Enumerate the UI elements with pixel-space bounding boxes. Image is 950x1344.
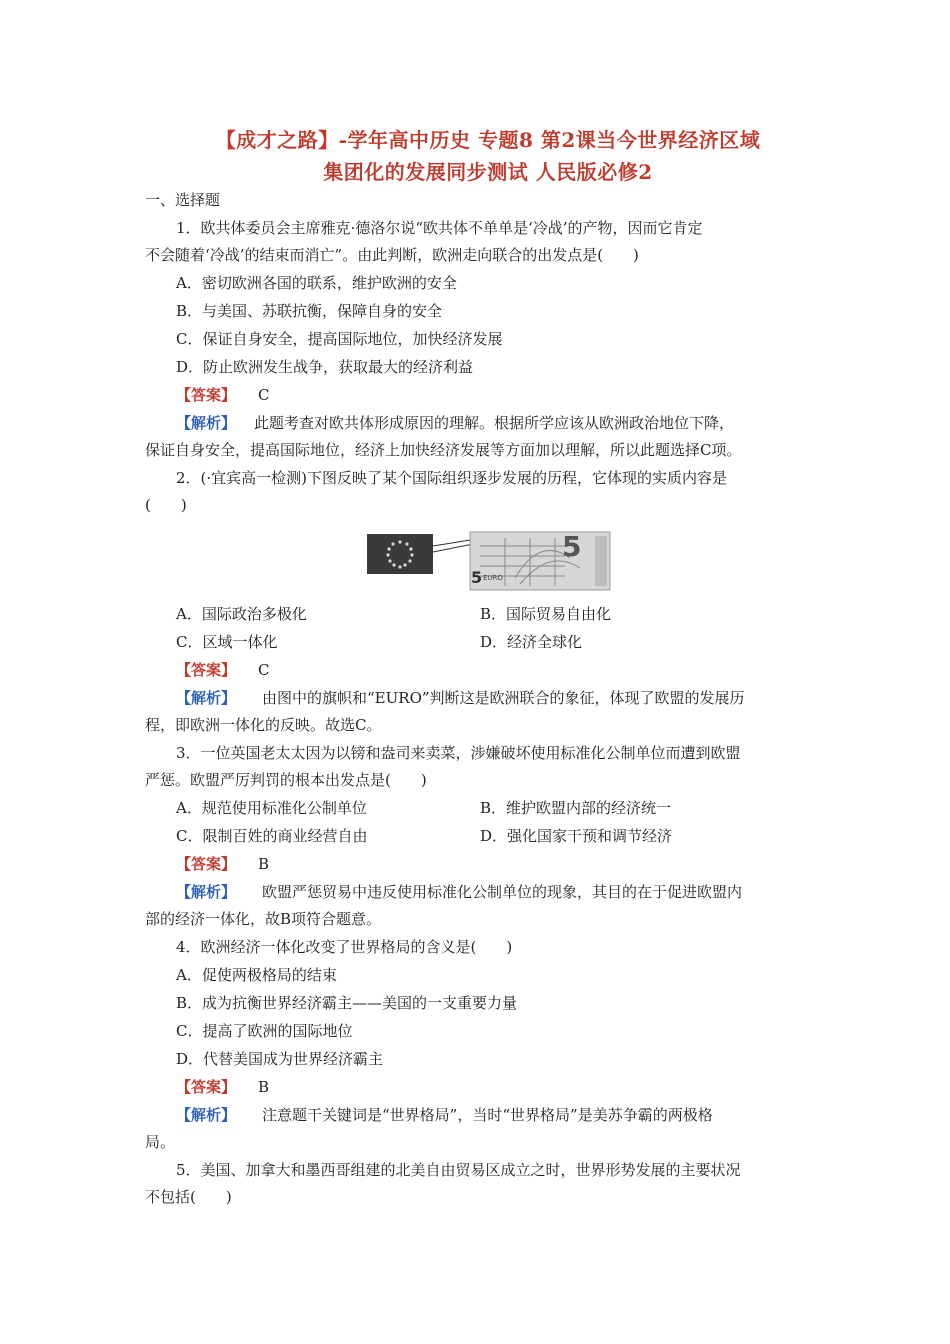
q2-answer-value: C [258,661,270,679]
answer-tag: 【答案】 [176,661,237,679]
q3-explanation-text: 欧盟严惩贸易中违反使用标准化公制单位的现象，其目的在于促进欧盟内 [262,883,743,901]
q4-answer-value: B [258,1078,270,1096]
explain-tag: 【解析】 [176,689,237,707]
q3-stem-line1: 3．一位英国老太太因为以镑和盎司来卖菜，涉嫌破坏使用标准化公制单位而遭到欧盟 [176,744,741,762]
q1-option-b: B．与美国、苏联抗衡，保障自身的安全 [176,302,443,320]
q3-explanation-line2: 部的经济一体化，故B项符合题意。 [145,910,382,928]
answer-tag: 【答案】 [176,386,237,404]
q5-stem-line2: 不包括( ) [145,1188,232,1206]
q2-explanation-line1 [176,688,846,708]
q2-option-c: C．区域一体化 [176,633,278,651]
q2-explanation-line2: 程，即欧洲一体化的反映。故选C。 [145,716,382,734]
explain-tag: 【解析】 [176,414,237,432]
q4-option-c: C．提高了欧洲的国际地位 [176,1022,353,1040]
q3-answer [176,854,846,874]
q3-stem-line2: 严惩。欧盟严厉判罚的根本出发点是( ) [145,771,427,789]
q4-option-b: B．成为抗衡世界经济霸主——美国的一支重要力量 [176,994,518,1012]
q3-answer-value: B [258,855,270,873]
banknote-denomination-large: 5 [562,530,582,563]
answer-tag: 【答案】 [176,1078,237,1096]
q3-option-b: B．维护欧盟内部的经济统一 [480,799,672,817]
q1-explanation-text: 此题考查对欧共体形成原因的理解。根据所学应该从欧洲政治地位下降， [254,414,735,432]
q4-option-d: D．代替美国成为世界经济霸主 [176,1050,384,1068]
answer-tag: 【答案】 [176,855,237,873]
q3-option-a: A．规范使用标准化公制单位 [176,799,367,817]
q1-stem-line2: 不会随着‘冷战’的结束而消亡”。由此判断，欧洲走向联合的出发点是( ) [145,246,639,264]
q2-explanation-text: 由图中的旗帜和“EURO”判断这是欧洲联合的象征，体现了欧盟的发展历 [262,689,745,707]
q3-explanation-line1 [176,882,846,902]
q2-option-a: A．国际政治多极化 [176,605,307,623]
q1-answer [176,385,846,405]
q1-explanation-line2: 保证自身安全，提高国际地位，经济上加快经济发展等方面加以理解，所以此题选择C项。 [145,441,742,459]
q2-stem-line2: ( ) [145,496,187,514]
q1-option-a: A．密切欧洲各国的联系，维护欧洲的安全 [176,274,457,292]
q2-option-d: D．经济全球化 [480,633,583,651]
q3-option-c: C．限制百姓的商业经营自由 [176,827,368,845]
q4-answer [176,1077,846,1097]
q4-explanation-line2: 局。 [145,1133,176,1151]
q2-stem-line1: 2．(·宜宾高一检测)下图反映了某个国际组织逐步发展的历程，它体现的实质内容是 [176,469,728,487]
banknote-euro-text: EURO [483,574,503,582]
q2-option-b: B．国际贸易自由化 [480,605,612,623]
q4-option-a: A．促使两极格局的结束 [176,966,337,984]
euro-flag-and-banknote-figure [365,528,615,592]
explain-tag: 【解析】 [176,1106,237,1124]
q1-option-d: D．防止欧洲发生战争，获取最大的经济利益 [176,358,474,376]
q5-stem-line1: 5．美国、加拿大和墨西哥组建的北美自由贸易区成立之时，世界形势发展的主要状况 [176,1161,741,1179]
doc-title-line1: 【成才之路】-学年高中历史 专题8 第2课当今世界经济区域 [215,128,761,152]
q4-stem-line1: 4．欧洲经济一体化改变了世界格局的含义是( ) [176,938,513,956]
q2-answer [176,660,846,680]
q4-explanation-text: 注意题干关键词是“世界格局”，当时“世界格局”是美苏争霸的两极格 [262,1106,713,1124]
q1-explanation-line1 [176,413,846,433]
explain-tag: 【解析】 [176,883,237,901]
q1-stem-line1: 1．欧共体委员会主席雅克·德洛尔说“欧共体不单单是‘冷战’的产物，因而它肯定 [176,219,703,237]
q1-answer-value: C [258,386,270,404]
q4-explanation-line1 [176,1105,846,1125]
section-heading: 一、选择题 [145,191,221,209]
q1-option-c: C．保证自身安全，提高国际地位，加快经济发展 [176,330,503,348]
doc-title-line2: 集团化的发展同步测试 人民版必修2 [323,160,653,184]
banknote-denomination-small: 5 [471,568,483,587]
q3-option-d: D．强化国家干预和调节经济 [480,827,673,845]
